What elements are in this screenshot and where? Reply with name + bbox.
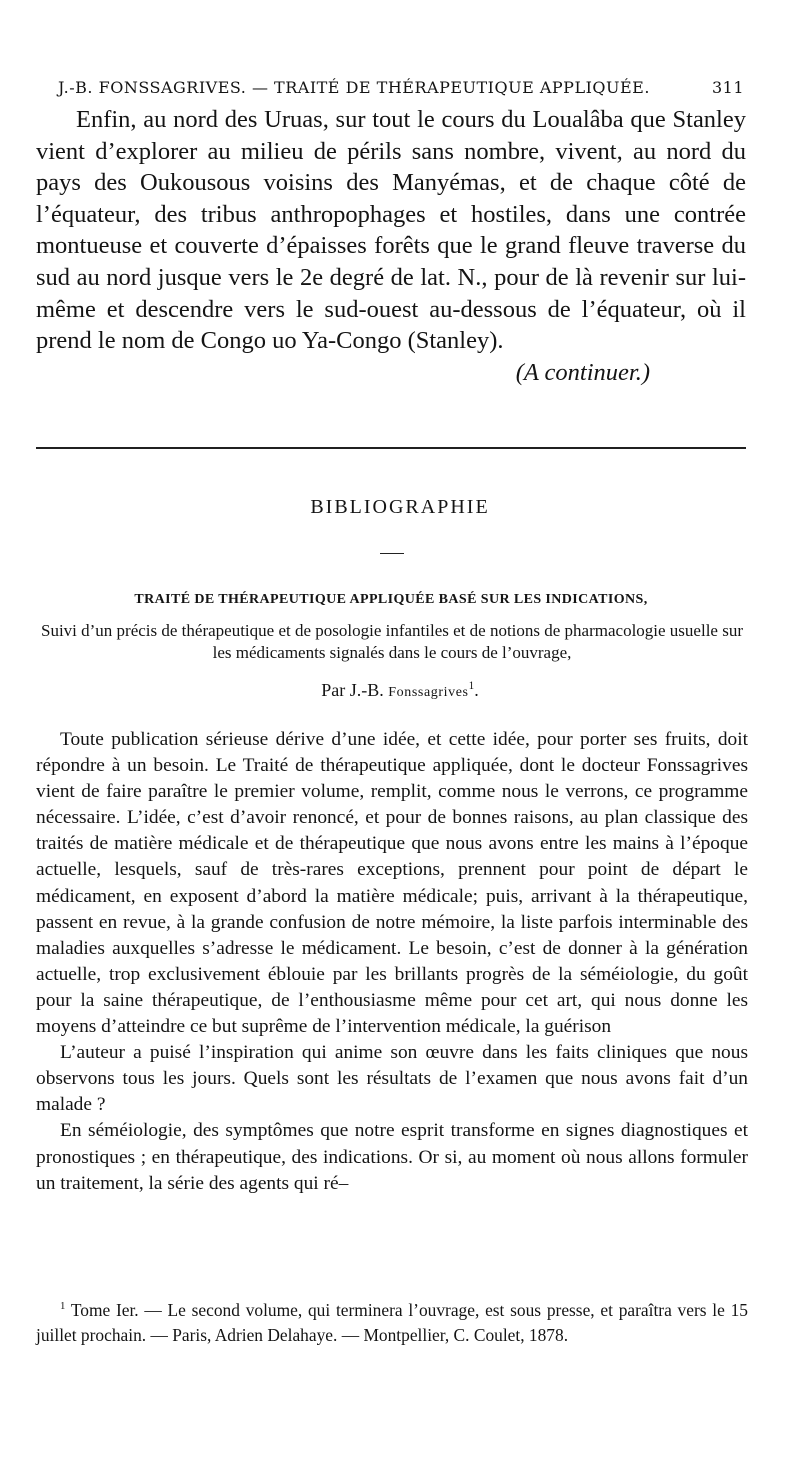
section-title: BIBLIOGRAPHIE [310,496,490,518]
running-title: J.-B. FONSSAGRIVES. — TRAITÉ DE THÉRAPEUTIQUE APPLIQUÉE. [58,78,650,97]
running-head [58,78,744,97]
title-dash [380,553,404,554]
review-paragraph: En séméiologie, des symptômes que notre esprit transforme en signes diagnostiques et pronostiques ; en thérapeutique, des indications. Or si, au moment où nous allons formuler un traitement, la série des agents qui ré– [36,1120,748,1194]
lead-paragraph [36,104,746,388]
book-author: Par J.-B. Fonssagrives$^1$. [321,680,479,700]
book-title: TRAITÉ DE THÉRAPEUTIQUE APPLIQUÉE BASÉ SUR LES INDICATIONS, [134,592,648,607]
footnote-body: Tome Ier. — Le second volume, qui terminera l’ouvrage, est sous presse, et paraîtra vers le 15 juillet prochain. — Paris, Adrien Delahaye. — Montpellier, C. Coulet, 1878. [36,1300,748,1345]
footnote [36,1298,748,1347]
footnote-reference: 1 [468,680,475,692]
continuation-note: (A continuer.) [515,358,650,386]
section-divider [36,447,746,449]
page-number: 311 [711,78,744,97]
review-body [36,727,748,1197]
review-paragraph: L’auteur a puisé l’inspiration qui anime son œuvre dans les faits cliniques que nous observons tous les jours. Quels sont les résultats de l’examen que nous avons fait d’un malade ? [36,1042,748,1116]
footnote-text [36,1298,748,1347]
footnote-mark: 1 [60,1300,66,1313]
author-prefix: Par J.-B. [321,680,384,700]
review-paragraph: Toute publication sérieuse dérive d’une idée, et cette idée, pour porter ses fruits, doit répondre à un besoin. Le Traité de thérapeutique appliquée, dont le docteur Fonssagrives vient de faire paraître le premier volume, remplit, comme nous le verrons, ce programme nécessaire. L’idée, c’est d’avoir renoncé, et pour de bonnes raisons, au plan classique des traités de matière médicale et de thérapeutique que nous avons entre les mains à l’époque actuelle, lesquels, sauf de très-rares exceptions, prennent pour point de départ le médicament, en exposent d’abord la matière médicale; puis, arrivant à la thérapeutique, passent en revue, à la grande confusion de notre mémoire, la liste parfois interminable des maladies auxquelles s’adresse le médicament. Le besoin, c’est de donner à la génération actuelle, trop exclusivement éblouie par les brillants progrès de la séméiologie, du goût pour la saine thérapeutique, de l’enthousiasme même pour cet art, qui nous donne les moyens d’atteindre ce but suprême de l’intervention médicale, la guérison [36,729,748,1038]
author-name: Fonssagrives [388,685,469,700]
lead-paragraph-text: Enfin, au nord des Uruas, sur tout le cours du Loualâba que Stanley vient d’explorer au milieu de périls sans nombre, vivent, au nord du pays des Oukousous voisins des Manyémas, et de chaque côté de l’équateur, des tribus anthropophages et hostiles, dans une contrée montueuse et couverte d’épaisses forêts que le grand fleuve traverse du sud au nord jusque vers le 2e degré de lat. N., pour de là revenir sur lui-même et descendre vers le sud-ouest au-dessous de l’équateur, où il prend le nom de Congo uo Ya-Congo (Stanley). [36,106,746,355]
book-subtitle: Suivi d’un précis de thérapeutique et de posologie infantiles et de notions de pharmacologie usuelle sur les médicaments signalés dans le cours de l’ouvrage, [40,621,743,662]
